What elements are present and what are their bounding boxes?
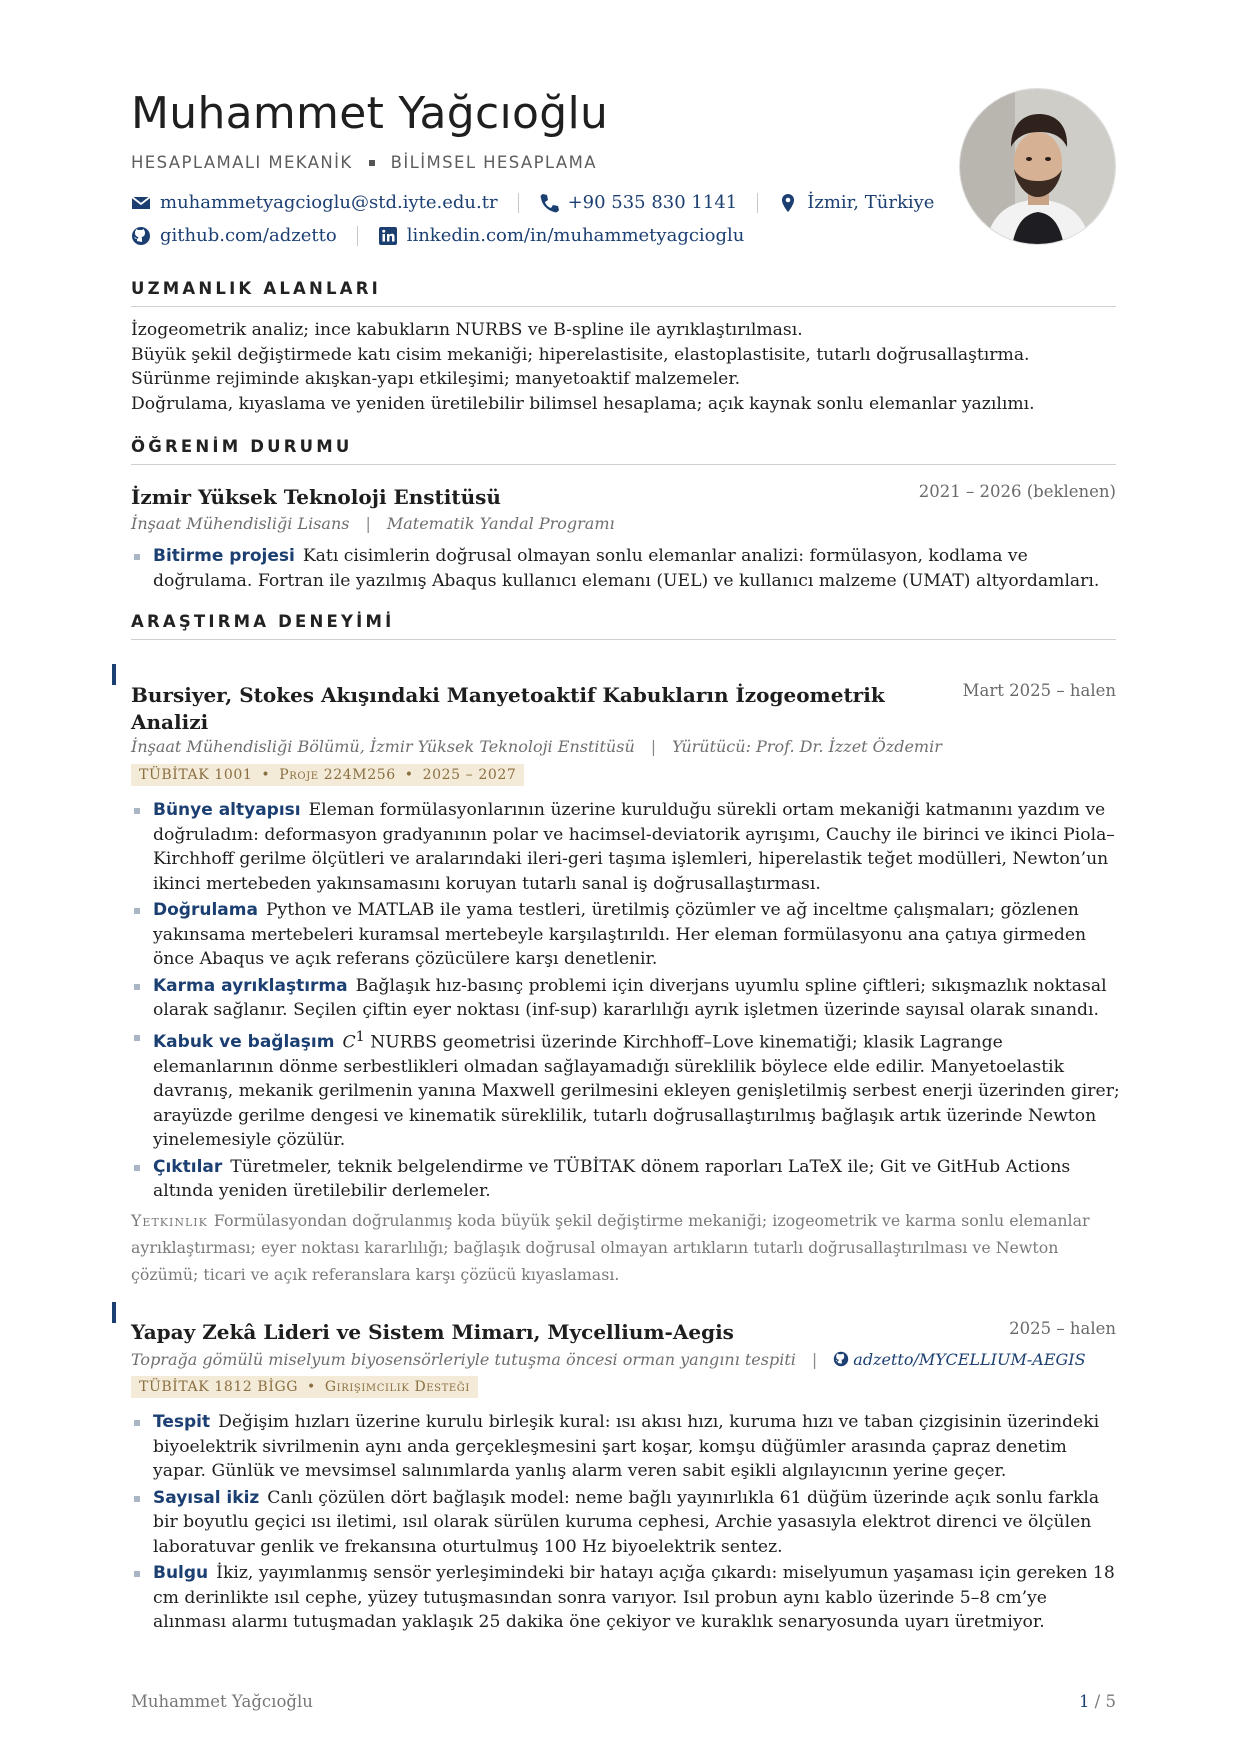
job-description: Toprağa gömülü miselyum biyosensörleriyle tutuşma öncesi orman yangını tespiti [131,1350,796,1369]
bullet-label: Karma ayrıklaştırma [153,975,348,996]
skill-text: Formülasyondan doğrulanmış koda büyük şekil değiştirme mekaniği; izogeometrik ve karma sonlu elemanlar ayrıklaştırması; eyer noktası kararlılığı; bağlaşık doğrusal olmayan artıkların tutarlı doğrusallaştırılması ve Newton çözümü; ticari ve açık referanslara karşı çözücü kıyaslaması. [131,1211,1090,1284]
education-subtitle [131,514,615,533]
list-item [131,1155,1121,1204]
map-pin-icon [778,193,798,213]
job-title: Yapay Zekâ Lideri ve Sistem Mimarı, Mycellium-Aegis [131,1320,734,1344]
page-number [1079,1692,1116,1711]
location-item [778,192,934,213]
bullet-label: Sayısal ikiz [153,1487,260,1508]
expertise-line: İzogeometrik analiz; ince kabukların NURBS ve B-spline ile ayrıklaştırılması. [131,320,803,340]
job2-bullets [131,1410,1121,1637]
bullet-text: İkiz, yayımlanmış sensör yerleşimindeki bir hatayı açığa çıkardı: miselyumun yaşaması için gereken 18 cm derinlikte ısıl cephe, yüzey tutuşmasından sonra varıyor. Isıl probun aynı kablo üzerinde 5–8 cm’ye alınması alarmı tutuşmadan yaklaşık 25 dakika öne çekiyor ve kuraklık senaryosunda uyarı üretmiyor. [153,1563,1115,1632]
repo-link[interactable] [833,1350,1085,1369]
education-school: İzmir Yüksek Teknoloji Enstitüsü [131,485,501,509]
location-text: İzmir, Türkiye [807,192,935,213]
math-c: C [342,1032,356,1053]
list-item [131,1025,1121,1153]
github-icon [131,226,151,246]
bullet-text: Bağlaşık hız-basınç problemi için diverjans uyumlu spline çiftleri; sıkışmazlık noktasal olarak sağlanır. Seçilen çiftin eyer noktası (inf-sup) kararlılığı ayrık işletmen üzerinde sayısal olarak sınandı. [153,975,1107,1020]
email-link[interactable] [131,192,498,213]
separator: | [650,737,657,756]
expertise-list [131,318,1116,416]
list-item [131,1561,1121,1635]
job-subtitle [131,1350,1086,1369]
list-item [131,974,1121,1023]
separator: | [365,514,371,533]
tag-period: 2025 – 2027 [422,767,517,783]
job-subtitle [131,737,942,756]
square-bullet-icon [369,160,375,166]
tag-support: Girişimcilik Desteği [324,1379,470,1395]
phone-text: +90 535 830 1141 [567,192,738,213]
phone-link[interactable] [539,192,738,213]
bullet-label: Bulgu [153,1563,209,1583]
contact-divider [518,193,519,213]
profile-portrait-image [960,89,1116,245]
education-degree: İnşaat Mühendisliği Lisans [131,514,350,533]
tag-project: Proje 224M256 [279,767,396,783]
expertise-line: Sürünme rejiminde akışkan-yapı etkileşimi; manyetoaktif malzemeler. [131,369,741,389]
dot-separator: • [404,767,414,783]
bullet-text: Python ve MATLAB ile yama testleri, üretilmiş çözümler ve ağ inceltme çalışmaları; gözlenen yakınsama mertebeleri kuramsal mertebeyle karşılaştırıldı. Her eleman formülasyonu ana çatıya girmeden önce Abaqus ve açık referans çözücülere karşı denetlenir. [153,900,1087,969]
job-advisor: Yürütücü: Prof. Dr. İzzet Özdemir [672,737,942,756]
repo-link-text: adzetto/MYCELLIUM-AEGIS [853,1350,1086,1369]
bullet-label: Kabuk ve bağlaşım [153,1032,335,1053]
bullet-text: Türetmeler, teknik belgelendirme ve TÜBİTAK dönem raporları LaTeX ile; Git ve GitHub Actions altında yeniden üretilebilir derlemeler. [153,1156,1071,1202]
dot-separator: • [307,1379,316,1395]
list-item [131,1486,1121,1560]
bullet-label: Bitirme projesi [153,546,295,566]
list-item [131,1410,1121,1484]
job-title: Bursiyer, Stokes Akışındaki Manyetoaktif Kabukların İzogeometrik Analizi [131,683,885,734]
list-item [131,898,1121,972]
skill-label: Yetkinlik [131,1211,208,1230]
skill-summary [131,1207,1121,1288]
envelope-icon [131,193,151,213]
email-text: muhammetyagcioglu@std.iyte.edu.tr [160,192,498,213]
subtitle [131,153,597,172]
bullet-text: Canlı çözülen dört bağlaşık model: neme bağlı yayınırlıkla 61 düğüm üzerinde açık sonlu farkla bir boyutlu geçici ısı iletimi, ısıl olarak sürülen kuruma cephesi, Archie yasasıyla elektrot direnci ve ölçülen laboratuvar genlik ve frekansına oturtulmuş 100 Hz biyoelektrik sentez. [153,1487,1100,1557]
expertise-line: Büyük şekil değiştirmede katı cisim mekaniği; hiperelastisite, elastoplastisite, tutarlı doğrusallaştırma. [131,344,1030,365]
education-minor: Matematik Yandal Programı [386,514,615,533]
bullet-text: Katı cisimlerin doğrusal olmayan sonlu elemanlar analizi: formülasyon, kodlama ve doğrulama. Fortran ile yazılmış Abaqus kullanıcı elemanı (UEL) ve kullanıcı malzeme (UMAT) altyordamları. [153,546,1100,591]
phone-icon [539,193,559,213]
expertise-line: Doğrulama, kıyaslama ve yeniden üretilebilir bilimsel hesaplama; açık kaynak sonlu elemanlar yazılımı. [131,393,1035,414]
education-date: 2021 – 2026 (beklenen) [918,482,1116,501]
linkedin-text: linkedin.com/in/muhammetyagcioglu [406,225,745,246]
list-item [131,544,1121,593]
funding-tag [131,764,524,786]
bullet-text: Değişim hızları üzerine kurulu birleşik kural: ısı akısı hızı, kuruma hızı ve taban çizgisinin üzerindeki biyoelektrik sivrilmenin aynı anda gerçekleşmesini şart koşar, komşu düğümler arasında çapraz denetim yapar. Günlük ve mevsimsel salınımlarda yanlış alarm veren sabit eşikli algılayıcının yerine geçer. [153,1412,1100,1481]
entry-accent-bar [112,664,116,685]
contact-row-2 [131,225,744,246]
linkedin-link[interactable] [378,225,745,246]
total-pages: 5 [1105,1692,1116,1711]
github-icon [833,1351,849,1367]
education-bullets [131,544,1121,595]
github-link[interactable] [131,225,337,246]
entry-accent-bar [112,1302,116,1323]
bullet-text: NURBS geometrisi üzerinde Kirchhoff–Love kinematiği; klasik Lagrange elemanlarının dönme serbestlikleri olmadan sağlayamadığı süreklilik böylece elde edilir. Manyetoelastik davranış, mekanik gerilmenin yanına Maxwell gerilmesini ekleyen genişletilmiş serbest enerji üzerinden girer; arayüzde gerilme dengesi ve kinematik süreklilik, tutarlı doğrusallaştırılmış bağlaşık artık üzerinde Newton yinelemesiyle çözülür. [153,1032,1120,1151]
math-superscript: 1 [355,1028,365,1045]
bullet-text: Eleman formülasyonlarının üzerine kurulduğu sürekli ortam mekaniği katmanını yazdım ve doğruladım: deformasyon gradyanının polar ve hacimsel-deviatorik ayrışımı, Cauchy ile birinci ve ikinci Piola–Kirchhoff gerilme ölçütleri ve aralarındaki ileri-geri taşıma işlemleri, hiperelastik teğet modülleri, Newton’un ikinci mertebeden yakınsamasını koruyan tutarlı sanal iş doğrusallaştırması. [153,800,1115,894]
separator: | [811,1350,818,1369]
contact-divider [357,226,358,246]
bullet-label: Bünye altyapısı [153,800,301,820]
page-separator: / [1089,1692,1106,1711]
dot-separator: • [261,767,271,783]
linkedin-icon [378,226,398,246]
list-item [131,798,1121,896]
contact-divider [757,193,758,213]
bullet-label: Doğrulama [153,900,258,920]
bullet-label: Çıktılar [153,1156,223,1177]
job-department: İnşaat Mühendisliği Bölümü, İzmir Yüksek Teknoloji Enstitüsü [131,737,635,756]
github-text: github.com/adzetto [160,225,337,246]
tag-program: TÜBİTAK 1812 BİGG [139,1379,299,1395]
current-page: 1 [1078,1692,1090,1711]
profile-photo [959,88,1116,245]
subtitle-field-2: BİLİMSEL HESAPLAMA [390,153,597,172]
funding-tag [131,1376,478,1398]
section-title-education: ÖĞRENİM DURUMU [131,437,1116,465]
tag-program: TÜBİTAK 1001 [139,767,253,783]
section-title-research: ARAŞTIRMA DENEYİMİ [131,612,1116,640]
job1-bullets [131,798,1121,1206]
person-name: Muhammet Yağcıoğlu [131,88,609,139]
subtitle-field-1: HESAPLAMALI MEKANİK [131,153,353,172]
job-date: 2025 – halen [1009,1319,1116,1338]
section-title-expertise: UZMANLIK ALANLARI [131,279,1116,307]
contact-row-1 [131,192,934,213]
job-date: Mart 2025 – halen [962,681,1116,700]
footer-name: Muhammet Yağcıoğlu [131,1692,313,1711]
bullet-label: Tespit [153,1412,211,1432]
